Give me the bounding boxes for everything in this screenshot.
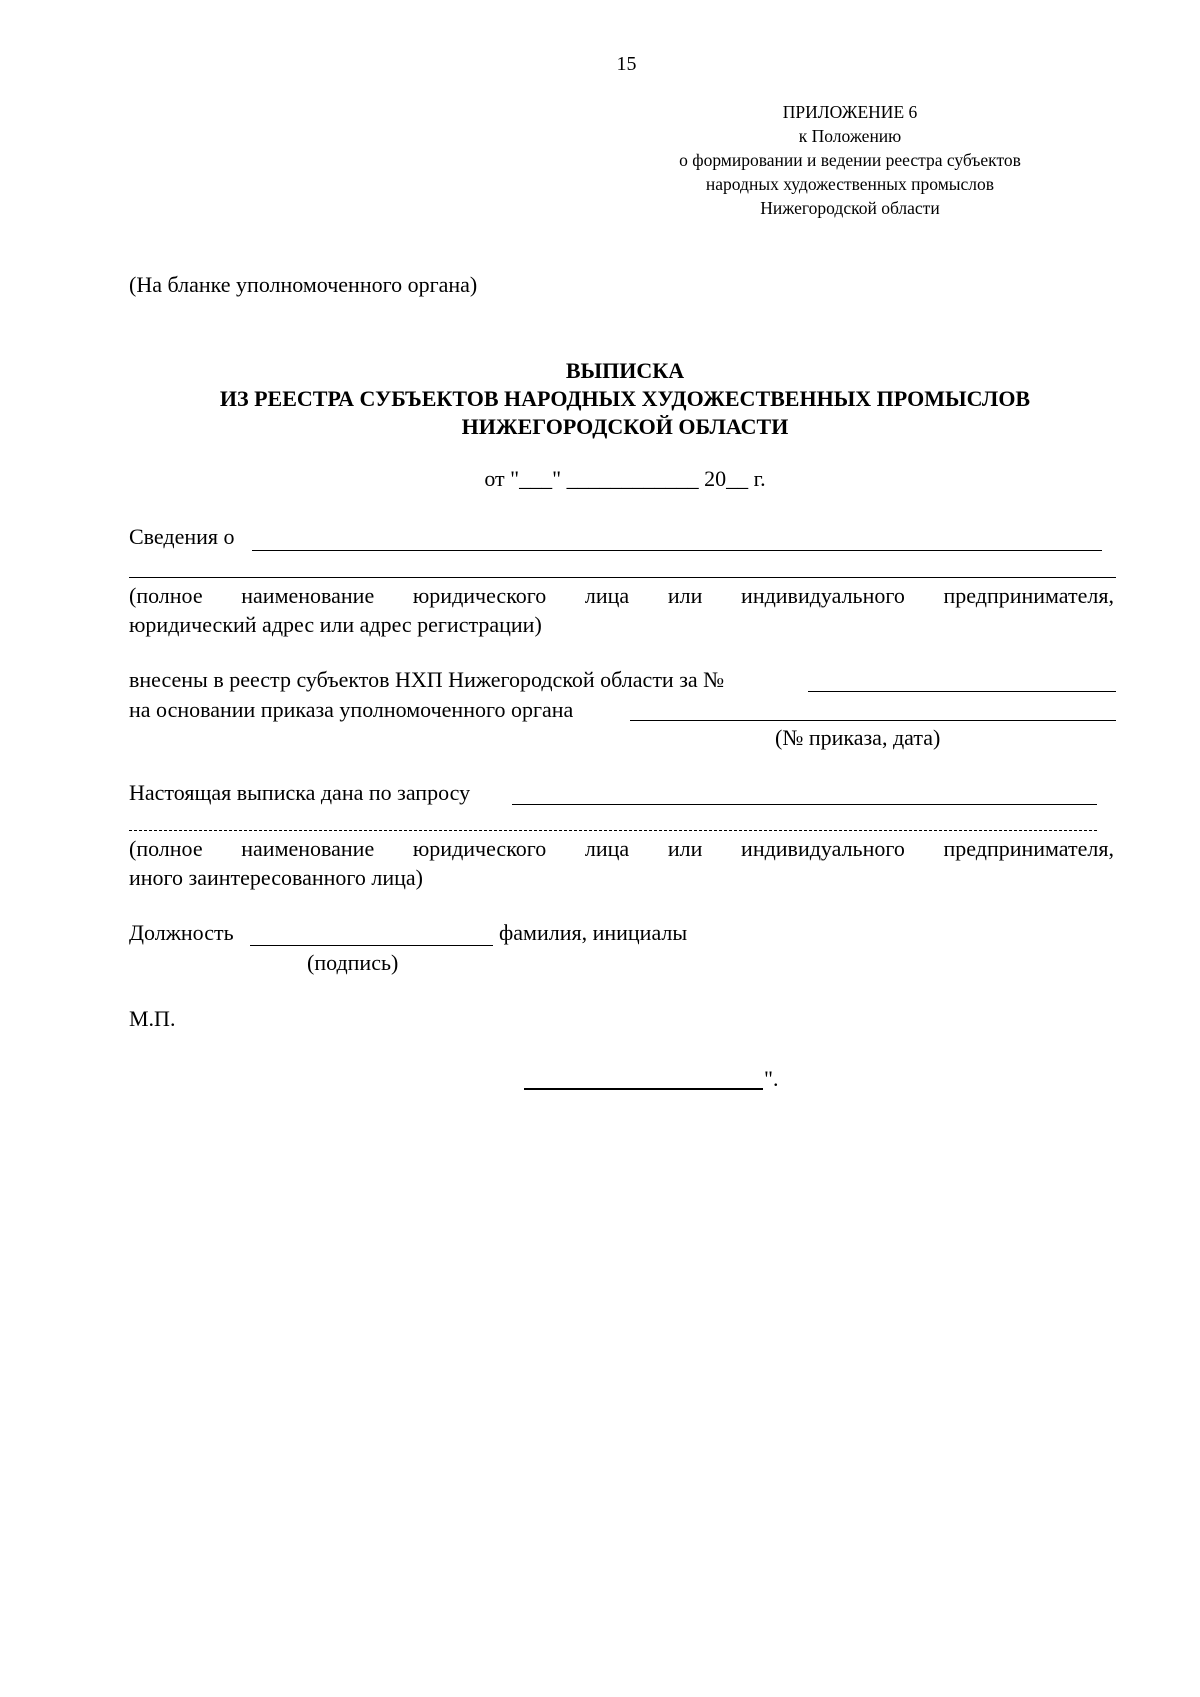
closing-quote: ".: [764, 1066, 779, 1091]
stamp-label: М.П.: [129, 1006, 176, 1031]
caption-word: наименование: [241, 583, 375, 608]
info-caption: [129, 583, 1114, 609]
request-field-line-2[interactable]: [129, 830, 1097, 831]
signature-field[interactable]: [250, 945, 493, 946]
title-line-3: НИЖЕГОРОДСКОЙ ОБЛАСТИ: [461, 414, 789, 439]
annex-line: Нижегородской области: [760, 198, 940, 218]
registry-line-2: на основании приказа уполномоченного органа: [129, 697, 574, 722]
info-caption-line-2: юридический адрес или адрес регистрации): [129, 612, 542, 637]
blank-note: (На бланке уполномоченного органа): [129, 272, 478, 297]
signature-caption: (подпись): [307, 950, 399, 975]
request-caption: [129, 836, 1114, 862]
caption-word: или: [667, 583, 703, 608]
order-caption: (№ приказа, дата): [775, 725, 941, 750]
caption-word: предпринимателя,: [943, 836, 1114, 861]
annex-line: о формировании и ведении реестра субъектов: [679, 150, 1021, 170]
registry-line-1: внесены в реестр субъектов НХП Нижегородской области за №: [129, 667, 725, 692]
closing-line: [524, 1088, 763, 1090]
position-label: Должность: [129, 920, 234, 945]
request-label: Настоящая выписка дана по запросу: [129, 780, 471, 805]
annex-header: [640, 100, 1060, 220]
caption-word: лица: [584, 836, 630, 861]
caption-word: (полное: [129, 583, 203, 608]
caption-word: индивидуального: [741, 583, 905, 608]
info-field-line[interactable]: [252, 550, 1102, 551]
annex-title: ПРИЛОЖЕНИЕ 6: [782, 102, 918, 122]
caption-word: наименование: [241, 836, 375, 861]
annex-line: народных художественных промыслов: [705, 174, 995, 194]
title-line-2: ИЗ РЕЕСТРА СУБЪЕКТОВ НАРОДНЫХ ХУДОЖЕСТВЕННЫХ ПРОМЫСЛОВ: [219, 386, 1031, 411]
caption-word: предпринимателя,: [943, 583, 1114, 608]
registry-number-field[interactable]: [808, 691, 1116, 692]
title-line-1: ВЫПИСКА: [565, 358, 685, 383]
order-field[interactable]: [630, 720, 1116, 721]
info-label: Сведения о: [129, 524, 235, 549]
caption-word: лица: [584, 583, 630, 608]
name-label: фамилия, инициалы: [499, 920, 688, 945]
caption-word: юридического: [412, 836, 547, 861]
caption-word: юридического: [412, 583, 547, 608]
request-caption-line-2: иного заинтересованного лица): [129, 865, 423, 890]
document-title: [0, 357, 1200, 441]
date-line: от "___" ____________ 20__ г.: [484, 466, 766, 491]
caption-word: (полное: [129, 836, 203, 861]
caption-word: или: [667, 836, 703, 861]
annex-line: к Положению: [798, 126, 902, 146]
page-number: 15: [616, 53, 637, 75]
caption-word: индивидуального: [741, 836, 905, 861]
request-field-line[interactable]: [512, 804, 1097, 805]
info-field-line-2[interactable]: [129, 577, 1116, 578]
